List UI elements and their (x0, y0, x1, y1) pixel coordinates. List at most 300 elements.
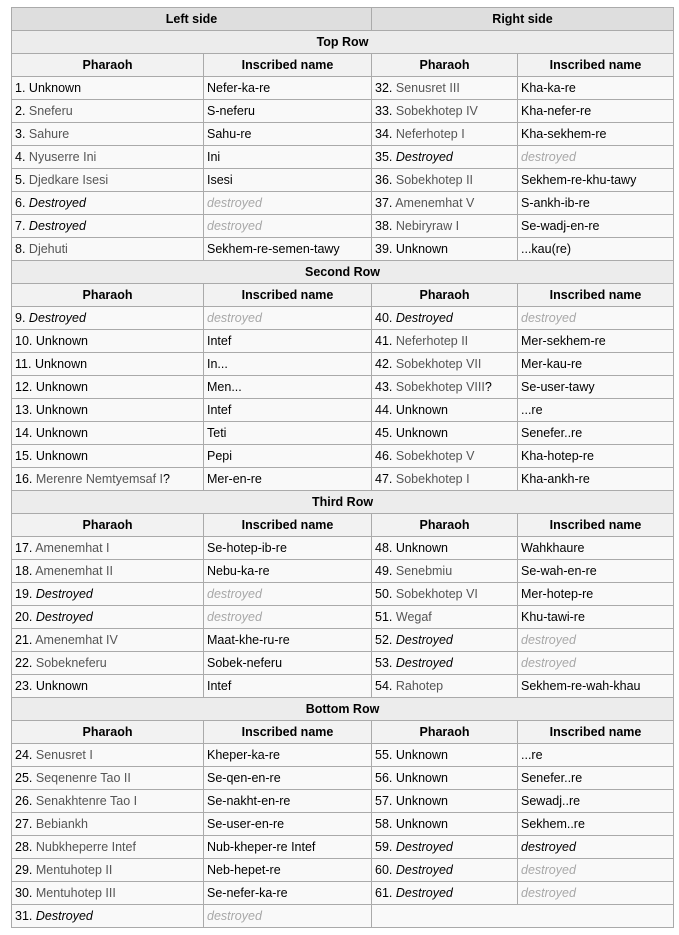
uncertain-marker: ? (484, 380, 492, 394)
inscribed-name-cell (204, 146, 372, 169)
pharaoh-cell (372, 445, 518, 468)
entry-number: 4. (15, 150, 26, 164)
pharaoh-name: Destroyed (395, 633, 453, 647)
inscribed-name-cell (518, 606, 674, 629)
pharaoh-cell (372, 238, 518, 261)
entry-number: 49. (375, 564, 393, 578)
entry-number: 59. (375, 840, 393, 854)
table-row (12, 100, 674, 123)
inscribed-name-cell (518, 146, 674, 169)
section-header-row (12, 491, 674, 514)
table-row (12, 77, 674, 100)
pharaoh-cell (12, 859, 204, 882)
inscribed-name-cell (518, 560, 674, 583)
table-row (12, 836, 674, 859)
table-row (12, 537, 674, 560)
pharaoh-link[interactable]: Amenemhat I (35, 541, 110, 555)
inscribed-name: Se-nakht-en-re (207, 794, 291, 808)
inscribed-name: Intef (207, 403, 232, 417)
pharaoh-name: Unknown (395, 541, 448, 555)
inscribed-name: Sewadj..re (521, 794, 581, 808)
entry-number: 8. (15, 242, 26, 256)
table-row (12, 767, 674, 790)
pharaoh-cell (12, 77, 204, 100)
entry-number: 23. (15, 679, 33, 693)
entry-number: 31. (15, 909, 33, 923)
entry-number: 16. (15, 472, 33, 486)
pharaoh-cell (372, 422, 518, 445)
pharaoh-name: Destroyed (395, 311, 453, 325)
entry-number: 6. (15, 196, 26, 210)
left-side-header: Left side (12, 8, 372, 31)
pharaoh-cell (12, 146, 204, 169)
pharaoh-link[interactable]: Amenemhat V (395, 196, 475, 210)
inscribed-name-cell (204, 629, 372, 652)
table-row (12, 905, 674, 928)
pharaoh-cell (372, 583, 518, 606)
pharaoh-link[interactable]: Djehuti (28, 242, 68, 256)
col-header-inscribed-right: Inscribed name (518, 721, 674, 744)
pharaoh-link[interactable]: Merenre Nemtyemsaf I (35, 472, 163, 486)
inscribed-name: Nub-kheper-re Intef (207, 840, 316, 854)
table-row (12, 376, 674, 399)
pharaoh-name: Unknown (35, 334, 88, 348)
entry-number: 1. (15, 81, 26, 95)
inscribed-name: Intef (207, 679, 232, 693)
table-row (12, 238, 674, 261)
pharaoh-name: Unknown (28, 81, 82, 95)
col-header-inscribed-left: Inscribed name (204, 514, 372, 537)
pharaoh-cell (372, 307, 518, 330)
pharaoh-cell (372, 169, 518, 192)
inscribed-name-cell (204, 376, 372, 399)
entry-number: 17. (15, 541, 33, 555)
pharaoh-name: Unknown (35, 449, 88, 463)
table-row (12, 606, 674, 629)
inscribed-name: Kha-nefer-re (521, 104, 592, 118)
entry-number: 46. (375, 449, 393, 463)
table-body (12, 31, 674, 928)
entry-number: 37. (375, 196, 393, 210)
pharaoh-cell (372, 192, 518, 215)
pharaoh-link[interactable]: Sneferu (28, 104, 73, 118)
pharaoh-cell (12, 353, 204, 376)
pharaoh-link[interactable]: Sobekneferu (35, 656, 107, 670)
section-title: Second Row (12, 261, 674, 284)
inscribed-name-cell (204, 238, 372, 261)
inscribed-name: destroyed (521, 150, 576, 164)
pharaoh-name: Destroyed (35, 587, 93, 601)
col-header-pharaoh-left: Pharaoh (12, 514, 204, 537)
inscribed-name: Sekhem-re-khu-tawy (521, 173, 637, 187)
table-row (12, 422, 674, 445)
entry-number: 32. (375, 81, 393, 95)
entry-number: 41. (375, 334, 393, 348)
table-row (12, 744, 674, 767)
entry-number: 10. (15, 334, 33, 348)
inscribed-name: Isesi (207, 173, 233, 187)
inscribed-name-cell (518, 77, 674, 100)
inscribed-name-cell (204, 307, 372, 330)
pharaoh-cell (12, 583, 204, 606)
inscribed-name: Sekhem-re-semen-tawy (207, 242, 340, 256)
entry-number: 39. (375, 242, 393, 256)
entry-number: 48. (375, 541, 393, 555)
inscribed-name-cell (518, 422, 674, 445)
pharaoh-cell (12, 468, 204, 491)
pharaoh-link[interactable]: Nyuserre Ini (28, 150, 97, 164)
pharaoh-name: Destroyed (28, 219, 86, 233)
pharaoh-link[interactable]: Sobekhotep V (395, 449, 475, 463)
inscribed-name-cell (518, 399, 674, 422)
inscribed-name: destroyed (207, 196, 262, 210)
pharaoh-cell (12, 813, 204, 836)
inscribed-name: Se-user-en-re (207, 817, 285, 831)
pharaoh-cell (372, 537, 518, 560)
pharaoh-link[interactable]: Djedkare Isesi (28, 173, 109, 187)
pharaoh-cell (12, 169, 204, 192)
entry-number: 34. (375, 127, 393, 141)
pharaoh-link[interactable]: Sobekhotep I (395, 472, 470, 486)
pharaoh-cell (12, 238, 204, 261)
table-row (12, 882, 674, 905)
inscribed-name: Wahkhaure (521, 541, 585, 555)
inscribed-name-cell (518, 836, 674, 859)
entry-number: 28. (15, 840, 33, 854)
pharaoh-link[interactable]: Nubkheperre Intef (35, 840, 136, 854)
col-header-pharaoh-right: Pharaoh (372, 54, 518, 77)
entry-number: 11. (15, 357, 32, 371)
uncertain-marker: ? (163, 472, 170, 486)
inscribed-name: ...re (521, 748, 543, 762)
table-row (12, 399, 674, 422)
inscribed-name: Sekhem-re-wah-khau (521, 679, 641, 693)
pharaoh-link[interactable]: Rahotep (395, 679, 444, 693)
pharaoh-link[interactable]: Sobekhotep IV (395, 104, 478, 118)
pharaoh-name: Destroyed (395, 840, 453, 854)
inscribed-name: destroyed (521, 840, 576, 854)
inscribed-name-cell (518, 882, 674, 905)
inscribed-name: Senefer..re (521, 426, 583, 440)
inscribed-name: S-neferu (207, 104, 255, 118)
inscribed-name-cell (204, 123, 372, 146)
pharaoh-link[interactable]: Sobekhotep VII (395, 357, 482, 371)
entry-number: 9. (15, 311, 26, 325)
pharaoh-name: Destroyed (28, 196, 86, 210)
inscribed-name-cell (204, 468, 372, 491)
entry-number: 40. (375, 311, 393, 325)
entry-number: 29. (15, 863, 33, 877)
inscribed-name-cell (518, 468, 674, 491)
pharaoh-cell (372, 836, 518, 859)
inscribed-name-cell (518, 330, 674, 353)
entry-number: 56. (375, 771, 393, 785)
inscribed-name-cell (204, 445, 372, 468)
inscribed-name: destroyed (207, 311, 262, 325)
pharaoh-name: Unknown (395, 748, 448, 762)
inscribed-name-cell (204, 905, 372, 928)
inscribed-name: destroyed (521, 633, 576, 647)
inscribed-name: Kheper-ka-re (207, 748, 280, 762)
right-side-header: Right side (372, 8, 674, 31)
section-title: Third Row (12, 491, 674, 514)
table-row (12, 353, 674, 376)
section-title: Top Row (12, 31, 674, 54)
inscribed-name-cell (204, 215, 372, 238)
col-header-pharaoh-right: Pharaoh (372, 514, 518, 537)
column-header-row (12, 721, 674, 744)
inscribed-name-cell (518, 583, 674, 606)
pharaoh-name: Destroyed (395, 656, 453, 670)
entry-number: 50. (375, 587, 393, 601)
entry-number: 33. (375, 104, 393, 118)
table-row (12, 675, 674, 698)
inscribed-name-cell (518, 192, 674, 215)
inscribed-name-cell (518, 238, 674, 261)
inscribed-name: Sobek-neferu (207, 656, 283, 670)
entry-number: 19. (15, 587, 33, 601)
inscribed-name: destroyed (207, 909, 262, 923)
inscribed-name: Kha-hotep-re (521, 449, 594, 463)
entry-number: 45. (375, 426, 393, 440)
column-header-row (12, 514, 674, 537)
pharaoh-link[interactable]: Sahure (28, 127, 70, 141)
inscribed-name-cell (518, 790, 674, 813)
entry-number: 52. (375, 633, 393, 647)
pharaoh-cell (372, 353, 518, 376)
inscribed-name-cell (204, 767, 372, 790)
inscribed-name-cell (204, 675, 372, 698)
inscribed-name: ...re (521, 403, 543, 417)
inscribed-name: Intef (207, 334, 232, 348)
pharaoh-name: Unknown (35, 380, 88, 394)
entry-number: 58. (375, 817, 393, 831)
entry-number: 44. (375, 403, 393, 417)
col-header-pharaoh-right: Pharaoh (372, 721, 518, 744)
inscribed-name: Se-user-tawy (521, 380, 595, 394)
inscribed-name-cell (518, 675, 674, 698)
table-row (12, 813, 674, 836)
entry-number: 24. (15, 748, 33, 762)
pharaoh-cell (372, 859, 518, 882)
column-header-row (12, 54, 674, 77)
section-header-row (12, 31, 674, 54)
inscribed-name-cell (204, 192, 372, 215)
pharaoh-cell (12, 123, 204, 146)
inscribed-name-cell (204, 790, 372, 813)
pharaoh-name: Destroyed (35, 610, 93, 624)
entry-number: 18. (15, 564, 33, 578)
pharaoh-cell (12, 675, 204, 698)
inscribed-name-cell (204, 882, 372, 905)
inscribed-name: Neb-hepet-re (207, 863, 281, 877)
col-header-inscribed-left: Inscribed name (204, 721, 372, 744)
inscribed-name: Ini (207, 150, 221, 164)
inscribed-name-cell (518, 123, 674, 146)
inscribed-name-cell (518, 537, 674, 560)
entry-number: 26. (15, 794, 33, 808)
pharaoh-cell (372, 629, 518, 652)
pharaoh-name: Destroyed (28, 311, 86, 325)
inscribed-name: Kha-sekhem-re (521, 127, 607, 141)
inscribed-name: Nebu-ka-re (207, 564, 270, 578)
col-header-inscribed-right: Inscribed name (518, 54, 674, 77)
pharaoh-name: Unknown (395, 426, 448, 440)
pharaoh-cell (372, 560, 518, 583)
inscribed-name-cell (518, 859, 674, 882)
pharaoh-link[interactable]: Senakhtenre Tao I (35, 794, 138, 808)
entry-number: 43. (375, 380, 393, 394)
pharaoh-link[interactable]: Nebiryraw I (395, 219, 460, 233)
entry-number: 20. (15, 610, 33, 624)
inscribed-name-cell (204, 560, 372, 583)
table-row (12, 146, 674, 169)
table-row (12, 169, 674, 192)
inscribed-name-cell (204, 422, 372, 445)
entry-number: 22. (15, 656, 33, 670)
pharaoh-link[interactable]: Senusret I (35, 748, 93, 762)
column-header-row (12, 284, 674, 307)
inscribed-name: Se-wadj-en-re (521, 219, 600, 233)
inscribed-name: S-ankh-ib-re (521, 196, 590, 210)
inscribed-name-cell (518, 744, 674, 767)
inscribed-name-cell (518, 813, 674, 836)
inscribed-name-cell (204, 583, 372, 606)
entry-number: 51. (375, 610, 393, 624)
inscribed-name: Men... (207, 380, 242, 394)
col-header-inscribed-right: Inscribed name (518, 514, 674, 537)
side-header-row (12, 8, 674, 31)
pharaoh-link[interactable]: Sobekhotep VI (395, 587, 478, 601)
inscribed-name-cell (518, 307, 674, 330)
entry-number: 2. (15, 104, 26, 118)
pharaoh-cell (372, 468, 518, 491)
pharaoh-link[interactable]: Mentuhotep II (35, 863, 113, 877)
pharaoh-cell (12, 560, 204, 583)
table-row (12, 652, 674, 675)
pharaoh-cell (12, 376, 204, 399)
inscribed-name-cell (204, 836, 372, 859)
pharaoh-link[interactable]: Sobekhotep VIII (395, 380, 485, 394)
inscribed-name-cell (518, 169, 674, 192)
inscribed-name-cell (204, 537, 372, 560)
inscribed-name-cell (204, 652, 372, 675)
col-header-inscribed-left: Inscribed name (204, 54, 372, 77)
pharaoh-link[interactable]: Bebiankh (35, 817, 88, 831)
pharaoh-cell (372, 77, 518, 100)
pharaoh-link[interactable]: Neferhotep II (395, 334, 469, 348)
inscribed-name: Se-nefer-ka-re (207, 886, 288, 900)
pharaoh-name: Unknown (395, 794, 448, 808)
pharaoh-cell (12, 790, 204, 813)
entry-number: 21. (15, 633, 33, 647)
inscribed-name-cell (204, 77, 372, 100)
col-header-pharaoh-left: Pharaoh (12, 284, 204, 307)
pharaoh-link[interactable]: Wegaf (395, 610, 432, 624)
inscribed-name-cell (518, 100, 674, 123)
entry-number: 60. (375, 863, 393, 877)
pharaoh-cell (372, 100, 518, 123)
entry-number: 27. (15, 817, 33, 831)
pharaoh-cell (12, 537, 204, 560)
pharaoh-cell (12, 399, 204, 422)
inscribed-name: Pepi (207, 449, 233, 463)
pharaoh-cell (12, 307, 204, 330)
inscribed-name: Mer-en-re (207, 472, 262, 486)
pharaoh-cell (12, 422, 204, 445)
inscribed-name-cell (518, 652, 674, 675)
entry-number: 3. (15, 127, 26, 141)
pharaoh-cell (12, 215, 204, 238)
pharaoh-cell (372, 376, 518, 399)
pharaoh-cell (12, 192, 204, 215)
pharaoh-link[interactable]: Senusret III (395, 81, 460, 95)
pharaoh-cell (12, 744, 204, 767)
entry-number: 12. (15, 380, 33, 394)
table-row (12, 307, 674, 330)
inscribed-name: destroyed (521, 863, 576, 877)
pharaoh-name: Unknown (35, 426, 88, 440)
entry-number: 5. (15, 173, 26, 187)
inscribed-name: Kha-ka-re (521, 81, 576, 95)
pharaoh-cell (12, 767, 204, 790)
inscribed-name: Se-hotep-ib-re (207, 541, 287, 555)
table-row (12, 468, 674, 491)
table-row (12, 192, 674, 215)
pharaoh-link[interactable]: Mentuhotep III (35, 886, 116, 900)
pharaoh-cell (12, 652, 204, 675)
pharaoh-name: Destroyed (35, 909, 93, 923)
pharaoh-name: Unknown (395, 242, 448, 256)
pharaoh-link[interactable]: Neferhotep I (395, 127, 465, 141)
section-title: Bottom Row (12, 698, 674, 721)
inscribed-name-cell (204, 606, 372, 629)
table-row (12, 859, 674, 882)
inscribed-name-cell (204, 100, 372, 123)
table-row (12, 330, 674, 353)
table-row (12, 445, 674, 468)
pharaoh-link[interactable]: Seqenenre Tao II (35, 771, 131, 785)
inscribed-name: Senefer..re (521, 771, 583, 785)
pharaoh-link[interactable]: Amenemhat IV (35, 633, 118, 647)
pharaoh-cell (12, 905, 204, 928)
col-header-inscribed-left: Inscribed name (204, 284, 372, 307)
entry-number: 36. (375, 173, 393, 187)
inscribed-name-cell (204, 813, 372, 836)
pharaoh-link[interactable]: Amenemhat II (35, 564, 114, 578)
inscribed-name-cell (518, 767, 674, 790)
table-row (12, 629, 674, 652)
inscribed-name: Mer-hotep-re (521, 587, 594, 601)
entry-number: 42. (375, 357, 393, 371)
col-header-pharaoh-left: Pharaoh (12, 721, 204, 744)
entry-number: 14. (15, 426, 33, 440)
pharaoh-cell (12, 606, 204, 629)
pharaoh-name: Destroyed (395, 863, 453, 877)
pharaoh-cell (372, 215, 518, 238)
inscribed-name-cell (204, 399, 372, 422)
inscribed-name: ...kau(re) (521, 242, 572, 256)
inscribed-name: Teti (207, 426, 227, 440)
inscribed-name-cell (518, 215, 674, 238)
inscribed-name-cell (518, 629, 674, 652)
entry-number: 15. (15, 449, 33, 463)
pharaoh-cell (12, 629, 204, 652)
pharaoh-link[interactable]: Senebmiu (395, 564, 453, 578)
pharaoh-link[interactable]: Sobekhotep II (395, 173, 474, 187)
entry-number: 47. (375, 472, 393, 486)
inscribed-name: Nefer-ka-re (207, 81, 271, 95)
